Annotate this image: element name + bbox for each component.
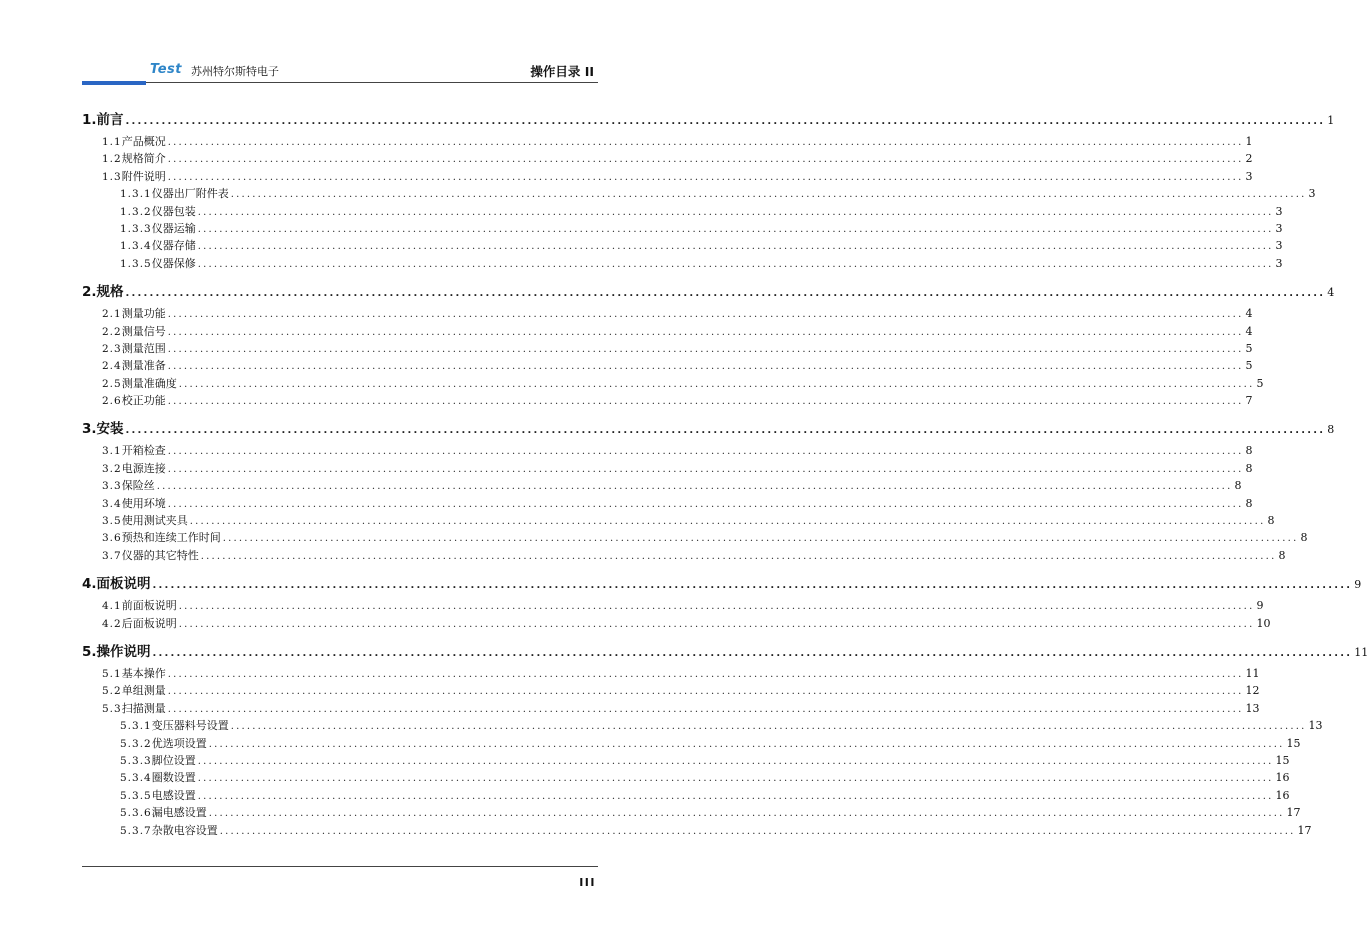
toc-entry-number: 2.5 [102, 377, 122, 390]
toc-page-number: 8 [1245, 444, 1253, 458]
toc-entry-number: 3.2 [102, 462, 122, 475]
toc-entry-title: 测量准备 [121, 359, 166, 373]
dot-leader: ........................................................................................................................................................................................................ [167, 326, 1244, 338]
toc-entry[interactable] [82, 357, 1253, 374]
toc-page-number: 9 [1256, 599, 1264, 613]
toc-entry[interactable] [82, 392, 1253, 409]
dot-leader: ........................................................................................................................................................................................................ [208, 738, 1285, 750]
toc-entry[interactable] [82, 133, 1253, 150]
toc-entry[interactable] [82, 168, 1253, 185]
toc-entry-number: 5.1 [102, 667, 122, 680]
toc-entry-title: 仪器运输 [151, 221, 196, 235]
toc-entry-title: 测量信号 [121, 324, 166, 338]
toc-page-number: 15 [1286, 736, 1301, 750]
toc-page-number: 2 [1245, 152, 1253, 166]
dot-leader: ........................................................................................................................................................................................................ [197, 223, 1274, 235]
dot-leader: ........................................................................................................................................................................................................ [208, 808, 1285, 820]
toc-entry-number: 3.3 [102, 480, 122, 493]
toc-entry-number: 3.6 [102, 532, 122, 545]
toc-page-number: 15 [1275, 753, 1290, 767]
toc-entry-number: 5.3.1 [120, 720, 152, 733]
toc-entry-title: 扫描测量 [121, 701, 166, 715]
toc-entry-number: 2.6 [102, 395, 122, 408]
toc-section-entry[interactable] [82, 108, 1335, 130]
toc-page-number: 3 [1245, 169, 1253, 183]
toc-entry-number: 3.1 [102, 445, 122, 458]
toc-entry[interactable] [82, 804, 1301, 821]
toc-page-number: 10 [1256, 616, 1271, 630]
toc-section-title: 安装 [96, 421, 124, 438]
toc-entry[interactable] [82, 460, 1253, 477]
toc-entry[interactable] [82, 255, 1283, 272]
toc-entry-title: 圈数设置 [151, 771, 196, 785]
toc-entry-number: 2.2 [102, 325, 122, 338]
toc-entry[interactable] [82, 220, 1283, 237]
toc-entry-title: 前面板说明 [121, 599, 177, 613]
toc-entry-title: 脚位设置 [151, 753, 196, 767]
toc-entry-number: 3.4 [102, 497, 122, 510]
page-header [82, 62, 598, 86]
toc-page-number: 11 [1245, 666, 1260, 680]
toc-entry-number: 3.5 [102, 515, 122, 528]
toc-section-number: 4. [82, 576, 97, 593]
toc-entry-number: 1.2 [102, 153, 122, 166]
toc-entry[interactable] [82, 665, 1260, 682]
dot-leader: ........................................................................................................................................................................................................ [200, 550, 1277, 562]
toc-page-number: 3 [1275, 221, 1283, 235]
toc-entry-title: 附件说明 [121, 169, 166, 183]
toc-section-entry[interactable] [82, 572, 1362, 594]
toc-page-number: 8 [1245, 496, 1253, 510]
toc-entry[interactable] [82, 547, 1286, 564]
dot-leader: ........................................................................................................................................................................................................ [167, 668, 1244, 680]
toc-section-title: 前言 [96, 112, 124, 128]
toc-entry[interactable] [82, 735, 1301, 752]
toc-entry-number: 1.3.1 [120, 188, 152, 201]
dot-leader: ........................................................................................................................................................................................................ [197, 773, 1274, 785]
company-name: 苏州特尔斯特电子 [191, 65, 279, 78]
header-rule [146, 82, 598, 83]
dot-leader: ........................................................................................................................................................................................................ [156, 481, 1233, 493]
toc-entry-number: 3.7 [102, 549, 122, 562]
toc-entry[interactable] [82, 752, 1290, 769]
toc-entry-number: 5.3.6 [120, 807, 152, 820]
toc-entry[interactable] [82, 529, 1308, 546]
toc-page-number: 1 [1245, 135, 1253, 148]
toc-entry-number: 1.3.2 [120, 205, 152, 218]
toc-page-number: 4 [1245, 307, 1253, 321]
toc-entry-title: 电感设置 [151, 788, 196, 802]
toc-page-number: 4 [1245, 324, 1253, 338]
toc-page-number: 1 [1327, 114, 1335, 127]
toc-page-number: 3 [1308, 187, 1316, 201]
dot-leader: ........................................................................................................................................................................................................ [178, 601, 1255, 613]
toc-entry-title: 测量范围 [121, 341, 166, 355]
toc-page-number: 17 [1297, 823, 1312, 837]
toc-entry-title: 测量功能 [121, 307, 166, 321]
toc-entry[interactable] [82, 717, 1323, 734]
toc-entry-title: 开箱检查 [121, 444, 166, 458]
toc-entry-number: 5.3.7 [120, 824, 152, 837]
dot-leader: ........................................................................................................................................................................................................ [167, 396, 1244, 408]
toc-entry[interactable] [82, 787, 1290, 804]
toc-page-number: 3 [1275, 256, 1283, 270]
toc-entry-number: 5.3 [102, 702, 122, 715]
toc-entry[interactable] [82, 203, 1283, 220]
toc-entry-title: 测量准确度 [121, 376, 177, 390]
dot-leader: ........................................................................................................................................................................................................ [167, 309, 1244, 321]
toc-section-entry[interactable] [82, 640, 1368, 662]
toc-entry[interactable] [82, 477, 1242, 494]
toc-entry-title: 保险丝 [121, 479, 155, 493]
toc-section-title: 规格 [96, 284, 124, 301]
dot-leader: ........................................................................................................................................................................................................ [189, 516, 1266, 528]
toc-entry-title: 后面板说明 [121, 616, 177, 630]
dot-leader: ........................................................................................................................................................................................................ [230, 721, 1307, 733]
toc-entry[interactable] [82, 769, 1290, 786]
dot-leader: ........................................................................................................................................................................................................ [197, 206, 1274, 218]
toc-entry-number: 2.1 [102, 308, 122, 321]
toc-section-number: 2. [82, 284, 97, 301]
dot-leader: ........................................................................................................................................................................................................ [167, 463, 1244, 475]
toc-entry[interactable] [82, 305, 1253, 322]
toc-entry-number: 1.3.4 [120, 240, 152, 253]
toc-section-number: 3. [82, 421, 97, 438]
toc-entry-title: 规格简介 [121, 152, 166, 166]
toc-entry-title: 电源连接 [121, 461, 166, 475]
toc-entry[interactable] [82, 615, 1271, 632]
dot-leader: ........................................................................................................................................................................................................ [197, 241, 1274, 253]
toc-section-title: 面板说明 [96, 576, 151, 593]
toc-page-number: 8 [1300, 531, 1308, 545]
toc-entry-title: 变压器料号设置 [151, 719, 229, 733]
dot-leader: ........................................................................................................................................................................................................ [197, 755, 1274, 767]
toc-entry-title: 使用环境 [121, 496, 166, 510]
toc-page-number: 9 [1354, 578, 1362, 592]
toc-page-number: 8 [1327, 423, 1335, 437]
toc-entry[interactable] [82, 185, 1316, 202]
toc-entry-number: 1.1 [102, 136, 122, 148]
toc-page-number: 7 [1245, 394, 1253, 408]
toc-section-entry[interactable] [82, 280, 1335, 302]
dot-leader: ........................................................................................................................................................................................................ [167, 446, 1244, 458]
toc-entry[interactable] [82, 340, 1253, 357]
dot-leader: ........................................................................................................................................................................................................ [167, 703, 1244, 715]
toc-entry-title: 使用测试夹具 [121, 514, 188, 528]
dot-leader: ........................................................................................................................................................................................................ [167, 137, 1244, 148]
toc-page-number: 16 [1275, 771, 1290, 785]
toc-section-entry[interactable] [82, 417, 1335, 439]
toc-entry-title: 仪器存储 [151, 239, 196, 253]
toc-page-number: 8 [1278, 548, 1286, 562]
dot-leader: ........................................................................................................................................................................................................ [167, 498, 1244, 510]
toc-entry-number: 2.4 [102, 360, 122, 373]
footer-rule [82, 866, 598, 867]
dot-leader: ........................................................................................................................................................................................................ [125, 288, 1326, 300]
header-section-title: 操作目录 II [530, 64, 594, 79]
toc-entry-number: 4.1 [102, 600, 122, 613]
toc-entry-number: 2.3 [102, 342, 122, 355]
dot-leader: ........................................................................................................................................................................................................ [167, 361, 1244, 373]
toc-entry[interactable] [82, 682, 1260, 699]
toc-entry-number: 4.2 [102, 617, 122, 630]
toc-entry[interactable] [82, 150, 1253, 167]
dot-leader: ........................................................................................................................................................................................................ [152, 580, 1353, 592]
toc-entry-number: 5.3.3 [120, 754, 152, 767]
dot-leader: ........................................................................................................................................................................................................ [167, 171, 1244, 183]
toc-entry[interactable] [82, 495, 1253, 512]
toc-entry-title: 杂散电容设置 [151, 823, 218, 837]
toc-entry[interactable] [82, 597, 1264, 614]
toc-section-number: 1. [82, 112, 97, 128]
toc-entry-title: 校正功能 [121, 394, 166, 408]
dot-leader: ........................................................................................................................................................................................................ [167, 686, 1244, 698]
toc-page-number: 8 [1267, 514, 1275, 528]
toc-entry-number: 5.2 [102, 685, 122, 698]
toc-entry-title: 单组测量 [121, 684, 166, 698]
toc-entry[interactable] [82, 822, 1312, 839]
toc-entry-title: 仪器包装 [151, 204, 196, 218]
toc-entry-title: 产品概况 [121, 135, 166, 148]
footer-page-number: III [579, 876, 596, 889]
dot-leader: ........................................................................................................................................................................................................ [230, 189, 1307, 201]
toc-entry-title: 优选项设置 [151, 736, 207, 750]
toc-entry[interactable] [82, 375, 1264, 392]
table-of-contents [82, 108, 1368, 847]
toc-page-number: 12 [1245, 684, 1260, 698]
dot-leader: ........................................................................................................................................................................................................ [125, 425, 1326, 437]
toc-entry[interactable] [82, 512, 1275, 529]
toc-entry-title: 预热和连续工作时间 [121, 531, 221, 545]
toc-entry-number: 1.3 [102, 170, 122, 183]
toc-page-number: 4 [1327, 286, 1335, 300]
toc-section-title: 操作说明 [96, 643, 151, 660]
toc-entry[interactable] [82, 442, 1253, 459]
dot-leader: ........................................................................................................................................................................................................ [197, 790, 1274, 802]
toc-entry-number: 1.3.3 [120, 222, 152, 235]
header-accent-bar [82, 81, 146, 85]
toc-entry-number: 5.3.4 [120, 772, 152, 785]
toc-entry-title: 漏电感设置 [151, 806, 207, 820]
toc-entry-title: 仪器保修 [151, 256, 196, 270]
toc-page-number: 13 [1245, 701, 1260, 715]
toc-page-number: 5 [1245, 359, 1253, 373]
toc-page-number: 5 [1245, 341, 1253, 355]
toc-entry[interactable] [82, 237, 1283, 254]
toc-entry[interactable] [82, 700, 1260, 717]
toc-page-number: 8 [1245, 461, 1253, 475]
toc-entry-number: 5.3.5 [120, 789, 152, 802]
toc-entry-number: 5.3.2 [120, 737, 152, 750]
toc-page-number: 17 [1286, 806, 1301, 820]
toc-entry-title: 基本操作 [121, 666, 166, 680]
toc-page-number: 3 [1275, 239, 1283, 253]
dot-leader: ........................................................................................................................................................................................................ [219, 825, 1296, 837]
dot-leader: ........................................................................................................................................................................................................ [167, 154, 1244, 166]
toc-page-number: 8 [1234, 479, 1242, 493]
toc-page-number: 5 [1256, 376, 1264, 390]
dot-leader: ........................................................................................................................................................................................................ [178, 378, 1255, 390]
toc-page-number: 3 [1275, 204, 1283, 218]
toc-entry-number: 1.3.5 [120, 257, 152, 270]
toc-section-number: 5. [82, 643, 97, 660]
toc-page-number: 11 [1354, 645, 1368, 659]
dot-leader: ........................................................................................................................................................................................................ [125, 116, 1326, 127]
brand-logo: Test [150, 62, 182, 77]
toc-page-number: 16 [1275, 788, 1290, 802]
toc-entry-title: 仪器出厂附件表 [151, 187, 229, 201]
dot-leader: ........................................................................................................................................................................................................ [178, 618, 1255, 630]
toc-entry[interactable] [82, 323, 1253, 340]
toc-page-number: 13 [1308, 719, 1323, 733]
dot-leader: ........................................................................................................................................................................................................ [197, 258, 1274, 270]
toc-entry-title: 仪器的其它特性 [121, 548, 199, 562]
dot-leader: ........................................................................................................................................................................................................ [152, 647, 1353, 659]
dot-leader: ........................................................................................................................................................................................................ [222, 533, 1299, 545]
dot-leader: ........................................................................................................................................................................................................ [167, 343, 1244, 355]
